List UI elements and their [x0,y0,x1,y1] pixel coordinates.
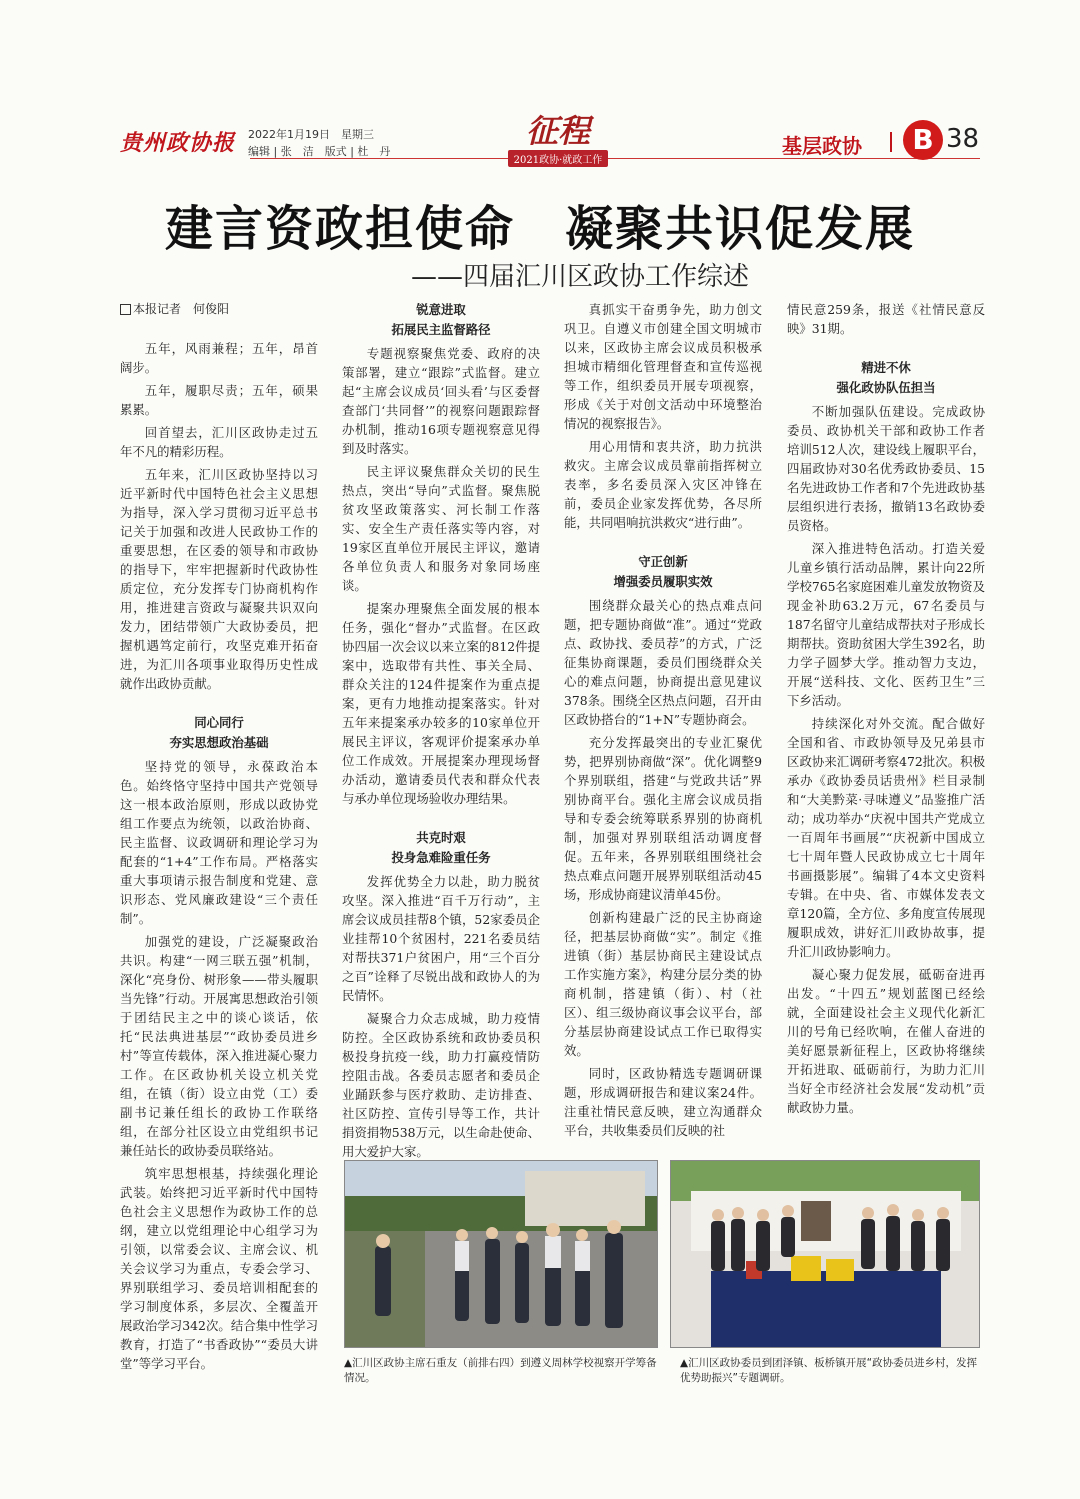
photo-school-inspection [344,1160,658,1348]
paragraph: 提案办理聚焦全面发展的根本任务，强化“督办”式监督。在区政协四届一次会议以来立案的812件提案中，选取带有共性、事关全局、群众关注的124件提案作为重点提案，更有力地推动提案落实。针对五年来提案承办较多的10家单位开展民主评议，客观评价提案承办单位工作成效。开展提案办理现场督办活动，邀请委员代表和群众代表与承办单位现场验收办理结果。 [342,601,540,806]
paragraph: 真抓实干奋勇争先，助力创文巩卫。自遵义市创建全国文明城市以来，区政协主席会议成员积极承担城市精细化管理督查和宣传巡视等工作，组织委员开展专项视察，形成《关于对创文活动中环境整治情况的视察报告》。 [564,302,762,431]
subheading [342,828,540,868]
paragraph: 凝心聚力促发展，砥砺奋进再出发。“十四五”规划蓝图已经绘就，全面建设社会主义现代化新汇川的号角已经吹响，在催人奋进的美好愿景新征程上，区政协将继续开拓进取、砥砺前行，为助力汇川当好全市经济社会发展“发动机”贡献政协力量。 [787,967,985,1115]
photo-village-survey [670,1160,980,1348]
paragraph: 充分发挥最突出的专业汇聚优势，把界别协商做“深”。优化调整9个界别联组，搭建“与党政共话”界别协商平台。强化主席会议成员指导和专委会统筹联系界别的协商机制，加强对界别联组活动调度督促。五年来，各界别联组围绕社会热点难点问题开展界别联组活动45场，形成协商建议清单45份。 [564,735,762,902]
subheading-line-2: 强化政协队伍担当 [836,380,936,395]
paragraph: 专题视察聚焦党委、政府的决策部署，建立“跟踪”式监督。建立起“主席会议成员‘回头看’与区委督查部门‘共同督’”的视察问题跟踪督办机制，推动16项专题视察意见得到及时落实。 [342,346,540,456]
photo-school-inspection-image [345,1161,657,1347]
paragraph: 加强党的建设，广泛凝聚政治共识。构建“一网三联五强”机制，深化“亮身份、树形象——带头履职当先锋”行动。开展寓思想政治引领于团结民主之中的谈心谈话，依托“民法典进基层”“政协委员进乡村”等宣传载体，深入推进凝心聚力工作。在区政协机关设立机关党组，在镇（街）设立由党（工）委副书记兼任组长的政协工作联络组，在部分社区设立由党组织书记兼任站长的政协委员联络站。 [120,934,318,1158]
subheadline: ——四届汇川区政协工作综述 [410,262,749,292]
subheading-line-2: 拓展民主监督路径 [391,322,491,337]
paragraph: 民主评议聚焦群众关切的民生热点，突出“导向”式监督。聚焦脱贫攻坚政策落实、河长制工作落实、安全生产责任落实等内容，对19家区直单位开展民主评议，邀请各单位负责人和服务对象同场座谈。 [342,464,540,593]
byline-box-icon [120,304,131,315]
paragraph: 情民意259条，报送《社情民意反映》31期。 [787,302,985,336]
subheading-line-2: 增强委员履职实效 [613,574,713,589]
subheading-line-1: 精进不休 [861,360,911,375]
headline: 建言资政担使命 凝聚共识促发展 [164,201,915,257]
photo-village-survey-image [671,1161,979,1347]
paragraph: 用心用情和衷共济，助力抗洪救灾。主席会议成员靠前指挥树立表率，多名委员深入灾区冲锋在前，委员企业家发挥优势，各尽所能，共同唱响抗洪救灾“进行曲”。 [564,439,762,530]
subheading-line-1: 守正创新 [638,554,688,569]
article-column-2 [342,300,540,1165]
article-column-3 [564,300,762,1144]
section-badge: B [903,120,943,160]
editors-line: 编辑 | 张 洁 版式 | 杜 丹 [248,145,391,158]
paragraph: 同时，区政协精选专题调研课题，形成调研报告和建议案24件。注重社情民意反映，建立沟通群众平台，共收集委员们反映的社 [564,1066,762,1138]
paragraph: 五年，履职尽责；五年，硕果累累。 [120,383,318,417]
subheading-line-1: 共克时艰 [416,830,466,845]
paragraph: 筑牢思想根基，持续强化理论武装。始终把习近平新时代中国特色社会主义思想作为政协工作的总纲，建立以党组理论中心组学习为引领，以常委会议、主席会议、机关会议学习为重点，专委会学习、界别联组学习、委员培训相配套的学习制度体系，多层次、全覆盖开展政治学习342次。结合集中性学习教育，打造了“书香政协”“委员大讲堂”等学习平台。 [120,1166,318,1371]
column-logo [498,114,618,167]
photo-caption-left: ▲汇川区政协主席石重友（前排右四）到遵义周林学校视察开学筹备情况。 [344,1357,657,1384]
section-name: 基层政协 [782,134,862,158]
section-divider [890,132,892,152]
paragraph: 不断加强队伍建设。完成政协委员、政协机关干部和政协工作者培训512人次，建设线上履职平台，四届政协对30名优秀政协委员、15名先进政协工作者和7个先进政协基层组织进行表扬，撤销13名政协委员资格。 [787,404,985,533]
paragraph: 五年，风雨兼程；五年，昂首阔步。 [120,341,318,375]
subheading-line-1: 锐意进取 [416,302,466,317]
paragraph: 发挥优势全力以赴，助力脱贫攻坚。深入推进“百千万行动”，主席会议成员挂帮8个镇，52家委员企业挂帮10个贫困村，221名委员结对帮扶371户贫困户，用“三个百分之百”诠释了尽锐出战和政协人的为民情怀。 [342,874,540,1003]
paragraph: 创新构建最广泛的民主协商途径，把基层协商做“实”。制定《推进镇（街）基层协商民主建设试点工作实施方案》，构建分层分类的协商机制，搭建镇（街）、村（社区）、组三级协商议事会议平台，部分基层协商建设试点工作已取得实效。 [564,910,762,1058]
byline-text: 本报记者 何俊阳 [133,302,230,316]
subheading-line-1: 同心同行 [194,715,244,730]
subheading-line-2: 夯实思想政治基础 [169,735,269,750]
masthead [120,112,980,168]
paper-name: 贵州政协报 [120,130,236,156]
issue-date: 2022年1月19日 星期三 [248,128,374,141]
photo-caption-right: ▲汇川区政协委员到团泽镇、板桥镇开展“政协委员进乡村，发挥优势助振兴”专题调研。 [680,1357,978,1384]
paragraph: 回首望去，汇川区政协走过五年不凡的精彩历程。 [120,425,318,459]
paragraph: 五年来，汇川区政协坚持以习近平新时代中国特色社会主义思想为指导，深入学习贯彻习近平总书记关于加强和改进人民政协工作的重要思想，在区委的领导和市政协的指导下，牢牢把握新时代政协性质定位，充分发挥专门协商机构作用，推进建言资政与凝聚共识双向发力，团结带领广大政协委员，把握机遇笃定前行，攻坚克难开拓奋进，为汇川各项事业取得历史性成就作出政协贡献。 [120,467,318,691]
paragraph: 深入推进特色活动。打造关爱儿童乡镇行活动品牌，累计向22所学校765名家庭困难儿童发放物资及现金补助63.2万元，67名委员与187名留守儿童结成帮扶对子形成长期帮扶。资助贫困大学生392名，助力学子圆梦大学。推动智力支边，开展“送科技、文化、医药卫生”三下乡活动。 [787,541,985,708]
subheading [564,552,762,592]
byline [120,300,318,319]
subheading [120,713,318,753]
subheading [342,300,540,340]
subheading-line-2: 投身急难险重任务 [391,850,491,865]
logo-subtitle: 2021政协·就政工作 [508,150,609,167]
article-column-1 [120,300,318,1377]
paragraph: 持续深化对外交流。配合做好全国和省、市政协领导及兄弟县市区政协来汇调研考察472批次。积极承办《政协委员话贵州》栏目录制和“大美黔菜·寻味遵义”品鉴推广活动；成功举办“庆祝中国共产党成立一百周年书画展”“庆祝新中国成立七十周年暨人民政协成立七十周年书画摄影展”。编辑了4本文史资料专辑。在中央、省、市媒体发表文章120篇，全方位、多角度宣传展现履职成效，讲好汇川政协故事，提升汇川政协影响力。 [787,716,985,959]
page-number: 38 [946,124,980,154]
paragraph: 围绕群众最关心的热点难点问题，把专题协商做“准”。通过“党政点、政协找、委员荐”的方式，广泛征集协商课题，委员们围绕群众关心的难点问题，协商提出意见建议378条。围绕全区热点问题，召开由区政协搭台的“1+N”专题协商会。 [564,598,762,727]
logo-text: 征程 [525,112,590,150]
subheading [787,358,985,398]
paragraph: 坚持党的领导，永葆政治本色。始终恪守坚持中国共产党领导这一根本政治原则，形成以政协党组工作要点为统领，以政治协商、民主监督、议政调研和理论学习为配套的“1+4”工作布局。严格落实重大事项请示报告制度和党建、意识形态、党风廉政建设“三个责任制”。 [120,759,318,926]
paragraph: 凝聚合力众志成城，助力疫情防控。全区政协系统和政协委员积极投身抗疫一线，助力打赢疫情防控阻击战。各委员志愿者和委员企业踊跃参与医疗救助、走访排查、社区防控、宣传引导等工作，共计捐资捐物538万元，以生命赴使命、用大爱护大家。 [342,1011,540,1159]
article-column-4 [787,300,985,1121]
